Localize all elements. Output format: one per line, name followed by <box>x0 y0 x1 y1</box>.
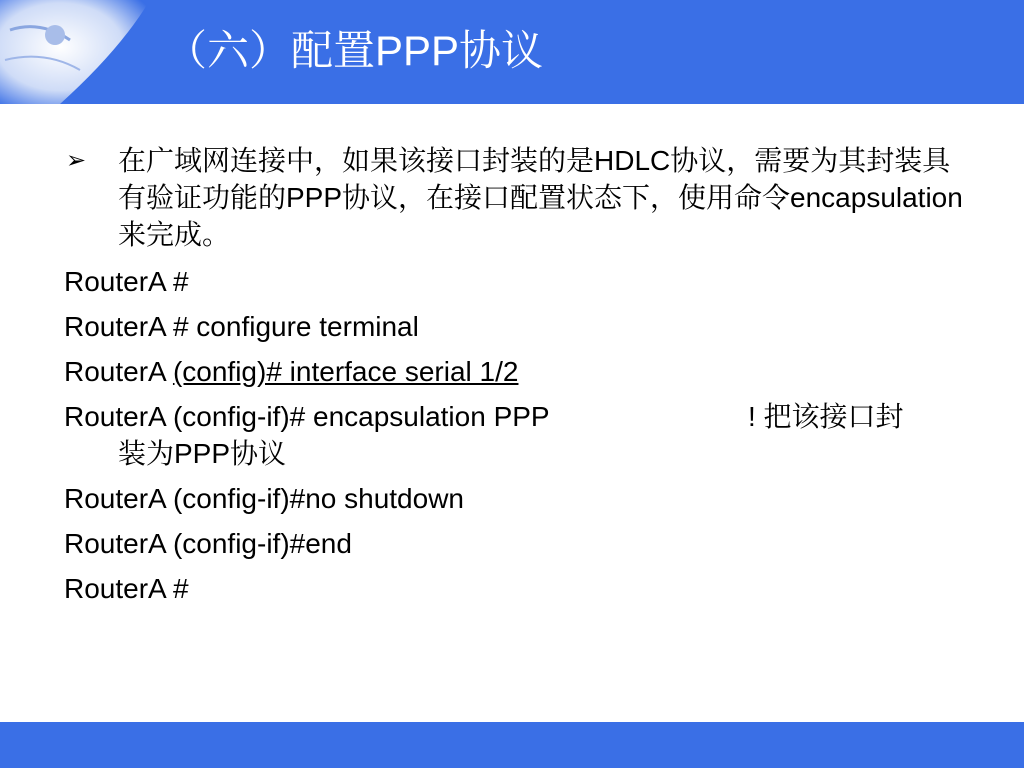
command-prefix: RouterA <box>64 356 173 387</box>
command-line: RouterA (config-if)#end <box>64 528 352 559</box>
command-line: RouterA # <box>64 266 189 297</box>
command-line <box>64 398 964 472</box>
command-line <box>64 353 964 390</box>
command-line: RouterA (config-if)#no shutdown <box>64 483 464 514</box>
command-comment: ! 把该接口封 <box>748 401 904 432</box>
command-comment-continued: 装为PPP协议 <box>118 438 287 469</box>
bullet-text: 在广域网连接中，如果该接口封装的是HDLC协议，需要为其封装具有验证功能的PPP协议，在接口配置状态下，使用命令encapsulation来完成。 <box>118 145 963 250</box>
command-line: RouterA # configure terminal <box>64 311 419 342</box>
command-underlined: (config)# interface serial 1/2 <box>172 356 519 387</box>
command-text: RouterA (config-if)# encapsulation PPP <box>64 401 550 432</box>
bullet-item <box>64 142 964 253</box>
header-bar <box>0 0 1024 104</box>
page-title: （六）配置PPP协议 <box>165 27 544 74</box>
header-decoration-image <box>0 0 180 104</box>
arrow-right-icon: ➢ <box>66 147 87 174</box>
slide-content <box>64 142 964 615</box>
footer-bar <box>0 722 1024 768</box>
command-line: RouterA # <box>64 573 189 604</box>
